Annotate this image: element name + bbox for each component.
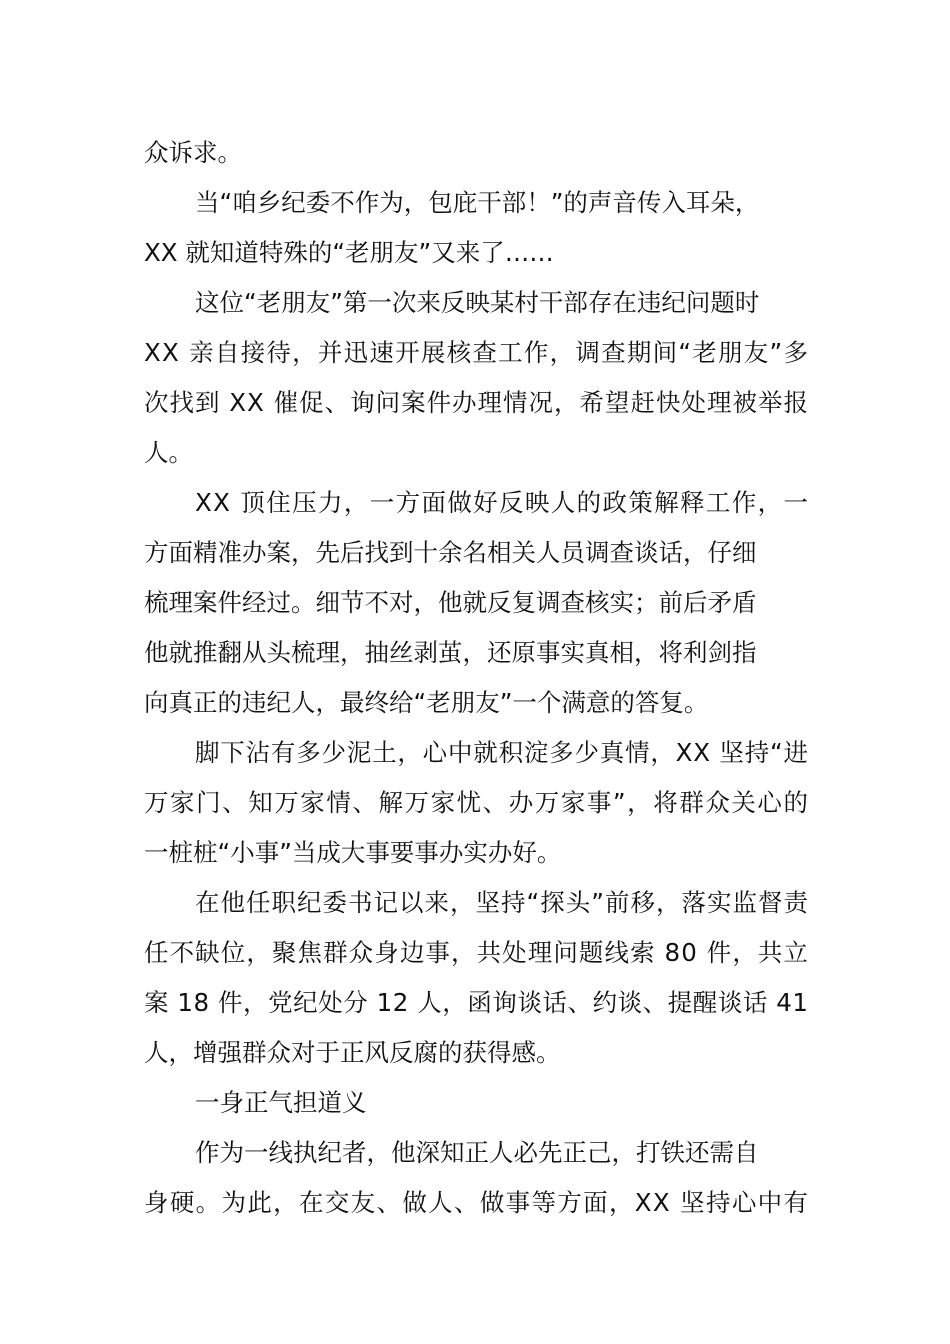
text-line: 他就推翻从头梳理，抽丝剥茧，还原事实真相，将利剑指 [144, 638, 757, 667]
text-line: 身硬。为此，在交友、做人、做事等方面，XX 坚持心中有 [144, 1188, 810, 1217]
text-line: 这位“老朋友”第一次来反映某村干部存在违纪问题时 [195, 288, 760, 317]
text-line: 案 18 件，党纪处分 12 人，函询谈话、约谈、提醒谈话 41 [144, 988, 809, 1017]
text-line: 作为一线执纪者，他深知正人必先正己，打铁还需自 [195, 1138, 759, 1167]
text-line: 万家门、知万家情、解万家忧、办万家事”，将群众关心的 [144, 788, 810, 817]
text-line: XX 亲自接待，并迅速开展核查工作，调查期间“老朋友”多 [144, 338, 810, 367]
text-line: 任不缺位，聚焦群众身边事，共处理问题线索 80 件，共立 [144, 938, 810, 967]
text-line: 人，增强群众对于正风反腐的获得感。 [144, 1038, 561, 1067]
text-line: 方面精准办案，先后找到十余名相关人员调查谈话，仔细 [144, 538, 757, 567]
text-line: 一身正气担道义 [195, 1088, 367, 1117]
text-line: 人。 [144, 438, 193, 467]
document-body [144, 128, 808, 1228]
text-line: XX 就知道特殊的“老朋友”又来了…… [144, 238, 554, 267]
text-line: 梳理案件经过。细节不对，他就反复调查核实；前后矛盾 [144, 588, 757, 617]
text-line: 脚下沾有多少泥土，心中就积淀多少真情，XX 坚持“进 [195, 738, 809, 767]
text-line: 次找到 XX 催促、询问案件办理情况，希望赶快处理被举报 [144, 388, 809, 417]
text-line: 在他任职纪委书记以来，坚持“探头”前移，落实监督责 [195, 888, 809, 917]
text-line: 一桩桩“小事”当成大事要事办实办好。 [144, 838, 562, 867]
text-line: 向真正的违纪人，最终给“老朋友”一个满意的答复。 [144, 688, 709, 717]
text-line: XX 顶住压力，一方面做好反映人的政策解释工作，一 [195, 488, 810, 517]
text-line: 众诉求。 [144, 138, 242, 167]
text-line: 当“咱乡纪委不作为，包庇干部！”的声音传入耳朵， [195, 188, 760, 217]
